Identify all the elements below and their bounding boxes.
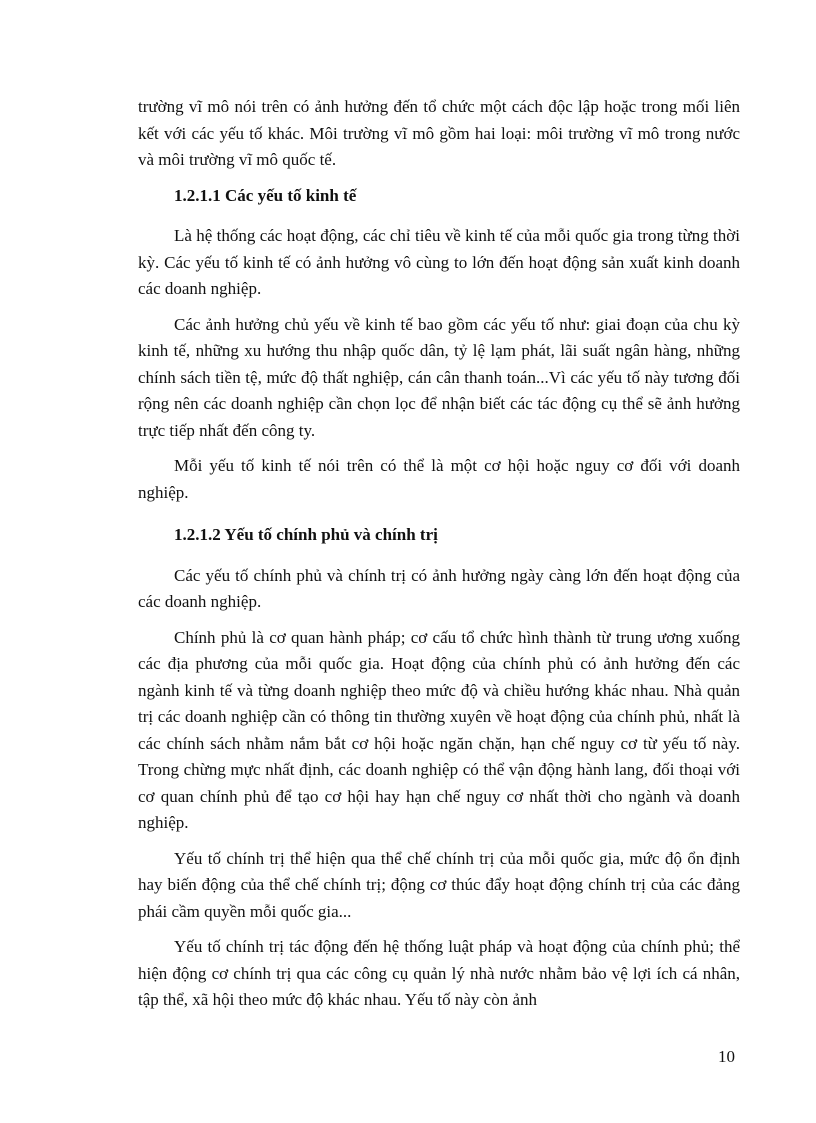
paragraph: Yếu tố chính trị tác động đến hệ thống luật pháp và hoạt động của chính phủ; thể hiện động cơ chính trị qua các công cụ quản lý nhà nước nhằm bảo vệ lợi ích cá nhân, tập thể, xã hội theo mức độ khác nhau. Yếu tố này còn ảnh [138,937,740,1009]
page-number: 10 [718,1047,735,1066]
paragraph: Là hệ thống các hoạt động, các chỉ tiêu về kinh tế của mỗi quốc gia trong từng thời kỳ. Các yếu tố kinh tế có ảnh hưởng vô cùng to lớn đến hoạt động sản xuất kinh doanh các doanh nghiệp. [138,226,740,298]
paragraph: Yếu tố chính trị thể hiện qua thể chế chính trị của mỗi quốc gia, mức độ ổn định hay biến động của thể chế chính trị; động cơ thúc đẩy hoạt động chính trị của các đảng phái cầm quyền mỗi quốc gia... [138,848,740,921]
paragraph: Các yếu tố chính phủ và chính trị có ảnh hưởng ngày càng lớn đến hoạt động của các doanh nghiệp. [138,565,740,611]
section-heading-economic-factors: 1.2.1.1 Các yếu tố kinh tế [174,185,357,205]
body-text [138,94,740,1023]
paragraph: Mỗi yếu tố kinh tế nói trên có thể là một cơ hội hoặc nguy cơ đối với doanh nghiệp. [138,456,740,502]
paragraph: Các ảnh hưởng chủ yếu về kinh tế bao gồm các yếu tố như: giai đoạn của chu kỳ kinh tế, những xu hướng thu nhập quốc dân, tỷ lệ lạm phát, lãi suất ngân hàng, những chính sách tiền tệ, mức độ thất nghiệp, cán cân thanh toán...Vì các yếu tố này tương đối rộng nên các doanh nghiệp cần chọn lọc để nhận biết các tác động cụ thể sẽ ảnh hưởng trực tiếp nhất đến công ty. [138,314,740,440]
paragraph: Chính phủ là cơ quan hành pháp; cơ cấu tổ chức hình thành từ trung ương xuống các địa phương của mỗi quốc gia. Hoạt động của chính phủ có ảnh hưởng đến các ngành kinh tế và từng doanh nghiệp theo mức độ và chiều hướng khác nhau. Nhà quản trị các doanh nghiệp cần có thông tin thường xuyên về hoạt động của chính phủ, nhất là các chính sách nhằm nắm bắt cơ hội hoặc ngăn chặn, hạn chế nguy cơ từ yếu tố này. Trong chừng mực nhất định, các doanh nghiệp có thể vận động hành lang, đối thoại với cơ quan chính phủ để tạo cơ hội hay hạn chế nguy cơ nhất thời cho ngành và doanh nghiệp. [138,627,740,832]
paragraph-continuation: trường vĩ mô nói trên có ảnh hưởng đến tổ chức một cách độc lập hoặc trong mối liên kết với các yếu tố khác. Môi trường vĩ mô gồm hai loại: môi trường vĩ mô trong nước và môi trường vĩ mô quốc tế. [138,97,740,169]
section-heading-government-politics: 1.2.1.2 Yếu tố chính phủ và chính trị [174,525,438,544]
